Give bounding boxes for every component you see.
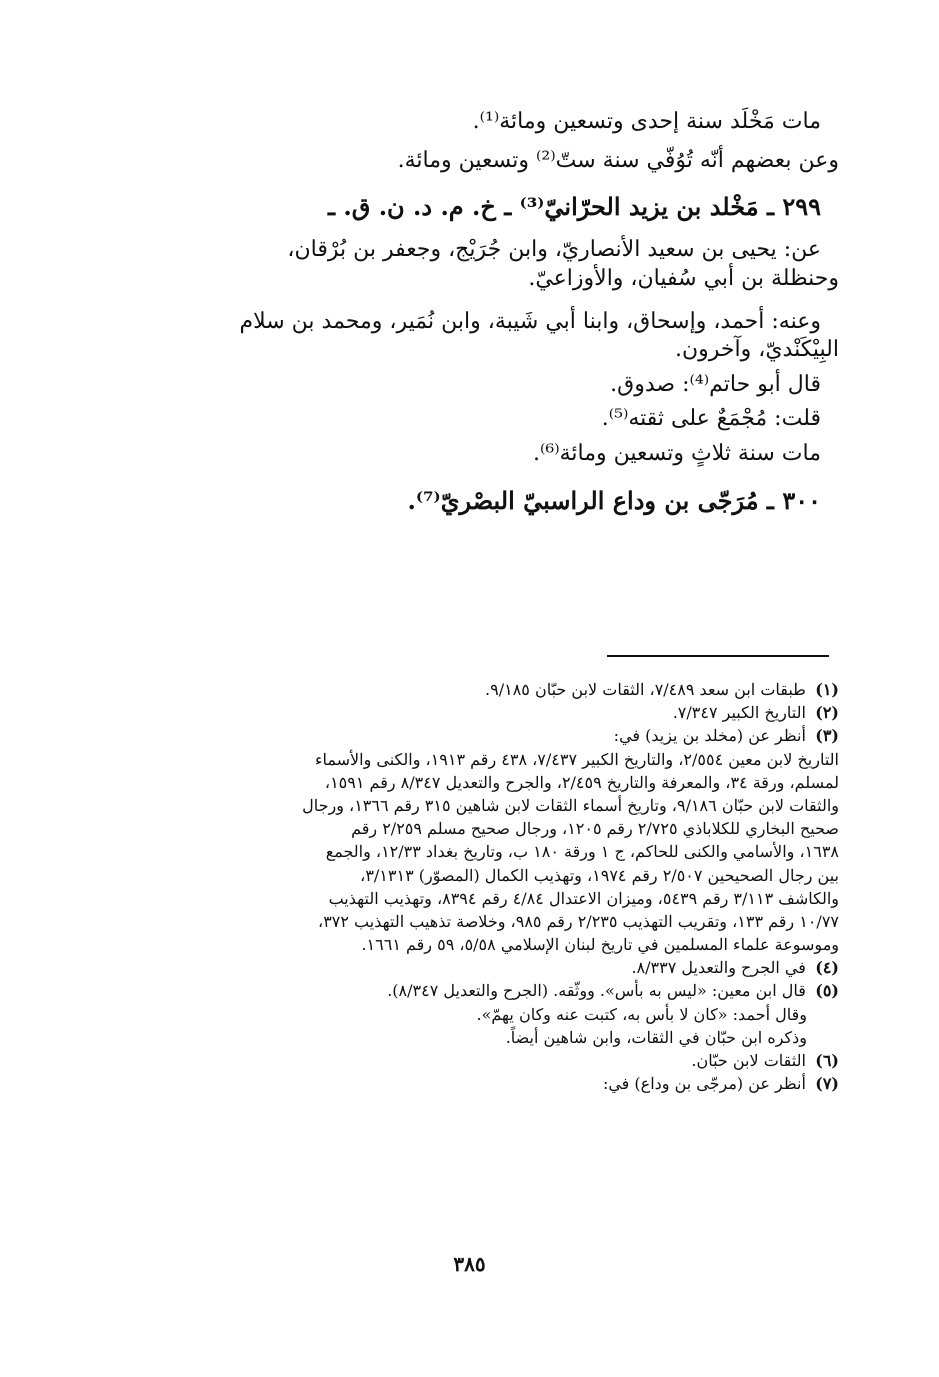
footnote-3-line: ١٠/٧٧ رقم ١٣٣، وتقريب التهذيب ٢/٢٣٥ رقم ٩٨٥، وخلاصة تذهيب التهذيب ٣٧٢،: [318, 911, 839, 931]
footnote-5: (٥) قال ابن معين: «ليس به بأس». ووثّقه. (الجرح والتعديل ٨/٣٤٧).: [387, 981, 839, 1001]
footnote-3-line: والثقات لابن حبّان ٩/١٨٦، وتاريخ أسماء الثقات لابن شاهين ٣١٥ رقم ١٣٦٦، ورجال: [302, 795, 839, 815]
author-opinion-line: قلت: مُجْمَعٌ على ثقته⁽⁵⁾.: [601, 406, 821, 432]
abu-hatim-line: قال أبو حاتم⁽⁴⁾: صدوق.: [610, 371, 821, 397]
footnote-3-line: وموسوعة علماء المسلمين في تاريخ لبنان الإسلامي ٥/٥٨، ٥٩ رقم ١٦٦١.: [361, 935, 839, 955]
death-line-makhlad: مات مَخْلَد سنة إحدى وتسعين ومائة⁽¹⁾.: [472, 109, 821, 134]
narrators-line-2: البِيْكَنْديّ، وآخرون.: [675, 337, 839, 363]
footnote-1: (١) طبقات ابن سعد ٧/٤٨٩، الثقات لابن حبّان ٩/١٨٥.: [485, 680, 839, 699]
footnote-4: (٤) في الجرح والتعديل ٨/٣٣٧.: [631, 958, 839, 978]
footnote-5-line: وذكره ابن حبّان في الثقات، وابن شاهين أيضاً.: [505, 1027, 807, 1047]
footnote-2: (٢) التاريخ الكبير ٧/٣٤٧.: [672, 703, 839, 723]
narrators-line-1: وعنه: أحمد، وإسحاق، وابنا أبي شَيبة، وابن نُمَير، ومحمد بن سلام: [239, 308, 821, 334]
narrated-from-line-2: وحنظلة بن أبي سُفيان، والأوزاعيّ.: [528, 265, 839, 291]
footnote-5-line: وقال أحمد: «كان لا بأس به، كتبت عنه وكان يهمّ».: [476, 1004, 807, 1024]
narrated-from-block: [99, 236, 839, 293]
footnote-3-line: التاريخ لابن معين ٢/٥٥٤، والتاريخ الكبير ٧/٤٣٧، ٤٣٨ رقم ١٩١٣، والكنى والأسماء: [314, 749, 839, 769]
footnote-3-line: لمسلم، ورقة ٣٤، والمعرفة والتاريخ ٢/٤٥٩، والجرح والتعديل ٨/٣٤٧ رقم ١٥٩١،: [324, 772, 839, 792]
narrators-block: [99, 308, 839, 365]
page-number: ٣٨٥: [453, 1252, 486, 1276]
footnote-3-line: والكاشف ٣/١١٣ رقم ٥٤٣٩، وميزان الاعتدال ٤/٨٤ رقم ٨٣٩٤، وتهذيب التهذيب: [328, 888, 839, 908]
footnote-3-line: صحيح البخاري للكلاباذي ٢/٧٢٥ رقم ١٢٠٥، ورجال صحيح مسلم ٢/٢٥٩ رقم: [351, 819, 839, 839]
narrated-from-line-1: عن: يحيى بن سعيد الأنصاريّ، وابن جُرَيْج، وجعفر بن بُرْقان،: [287, 237, 821, 263]
entry-heading-300: ٣٠٠ ـ مُرَجّى بن وداع الراسبيّ البصْريّ⁽⁷⁾.: [407, 485, 821, 515]
main-text: [99, 108, 839, 516]
footnote-3-line: ١٦٣٨، والأسامي والكنى للحاكم، ج ١ ورقة ١٨٠ ب، وتاريخ بغداد ١٢/٣٣، والجمع: [325, 842, 839, 862]
death-line-mukhlad: مات سنة ثلاثٍ وتسعين ومائة⁽⁶⁾.: [532, 440, 821, 466]
footnotes: [99, 678, 839, 1095]
entry-heading-299: ٢٩٩ ـ مَخْلد بن يزيد الحرّانيّ⁽³⁾ ـ خ. م. د. ن. ق. ـ: [327, 192, 821, 222]
footnote-3-line: بين رجال الصحيحين ٢/٥٠٧ رقم ١٩٧٤، وتهذيب الكمال (المصوّر) ٣/١٣١٣،: [360, 865, 839, 885]
alt-death-line: وعن بعضهم أنّه تُوُفّي سنة ستّ⁽²⁾ وتسعين ومائة.: [397, 147, 839, 173]
footnote-6: (٦) الثقات لابن حبّان.: [691, 1051, 839, 1070]
footnote-7: (٧) أنظر عن (مرجّى بن وداع) في:: [602, 1074, 839, 1094]
footnote-3: (٣) أنظر عن (مخلد بن يزيد) في:: [613, 726, 839, 746]
footnote-separator: [607, 655, 829, 657]
